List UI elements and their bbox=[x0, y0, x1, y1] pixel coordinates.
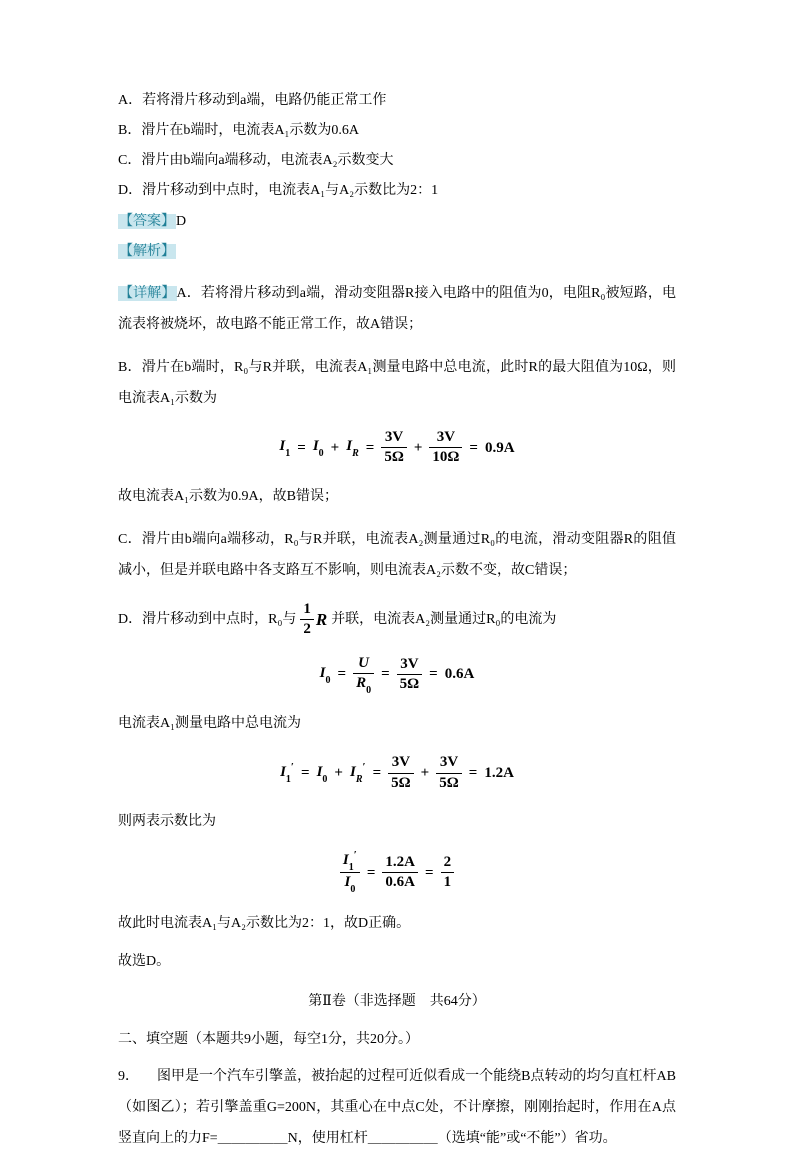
result-value: 0.6A bbox=[444, 666, 475, 683]
equals-sign: = bbox=[297, 439, 306, 456]
conclusion-line: 故选D。 bbox=[118, 953, 171, 969]
fraction-3v-5ohm: $\frac{3V}{5\Omega}$ bbox=[381, 429, 407, 467]
equals-sign: = bbox=[337, 666, 347, 683]
equals-sign: = bbox=[468, 764, 478, 781]
detail-label: 【详解】 bbox=[119, 286, 176, 301]
variable-ir-prime: $I_R'$ bbox=[349, 760, 366, 785]
formula-i0-current bbox=[118, 655, 676, 695]
detail-after-f4: 故此时电流表A₁与A₂示数比为2：1，故D正确。 bbox=[118, 915, 411, 931]
plus-sign: + bbox=[334, 764, 343, 781]
formula-ratio bbox=[118, 848, 676, 896]
inline-fraction-half-r bbox=[300, 600, 327, 640]
variable-i1: $I_1$ bbox=[279, 438, 291, 460]
plus-sign: + bbox=[413, 439, 423, 456]
detail-paragraph-d bbox=[118, 600, 676, 640]
question-9 bbox=[118, 1061, 676, 1154]
answer-line bbox=[118, 207, 676, 236]
fraction-3v-5ohm: $\frac{3V}{5\Omega}$ bbox=[397, 656, 423, 694]
fraction-u-r0: $\frac{U}{R_0}$ bbox=[353, 655, 374, 695]
detail-paragraph-c: C．滑片由b端向a端移动，R₀与R并联，电流表A₂测量通过R₀的电流，滑动变阻器R的阻值减小，但是并联电路中各支路互不影响，则电流表A₂示数不变，故C错误； bbox=[118, 531, 676, 578]
detail-between-f2-f3: 电流表A₁测量电路中总电流为 bbox=[118, 716, 301, 732]
question-9-number: 9． bbox=[118, 1068, 140, 1084]
question-9-text: 图甲是一个汽车引擎盖，被抬起的过程可近似看成一个能绕B点转动的均匀直杠杆AB（如图乙）；若引擎盖重G=200N，其重心在中点C处，不计摩擦，刚刚抬起时，作用在A点竖直向上的力F=＿＿＿＿＿N，使用杠杆＿＿＿＿＿（选填“能”或“不能”）省功。 bbox=[118, 1068, 676, 1146]
fill-in-blank-heading: 二、填空题（本题共9小题，每空1分，共20分。） bbox=[118, 1031, 419, 1047]
equals-sign: = bbox=[365, 439, 375, 456]
fraction-one-half: $\frac{1}{2}$ bbox=[300, 601, 314, 639]
equals-sign: = bbox=[301, 764, 310, 781]
result-value: 1.2A bbox=[484, 764, 514, 781]
detail-text-d-before: D．滑片移动到中点时，R₀与 bbox=[118, 611, 297, 627]
detail-text-a: A．若将滑片移动到a端，滑动变阻器R接入电路中的阻值为0，电阻R₀被短路，电流表将被烧坏，故电路不能正常工作，故A错误； bbox=[118, 286, 676, 332]
option-d: D．滑片移动到中点时，电流表A₁与A₂示数比为2：1 bbox=[118, 183, 439, 198]
fraction-3v-5ohm: $\frac{3V}{5\Omega}$ bbox=[436, 754, 462, 792]
variable-i0: $I_0$ bbox=[319, 665, 331, 687]
variable-i0: $I_0$ bbox=[316, 763, 328, 785]
option-b: B．滑片在b端时，电流表A₁示数为0.6A bbox=[118, 123, 359, 138]
analysis-label: 【解析】 bbox=[119, 244, 175, 259]
equals-sign: = bbox=[381, 666, 390, 683]
result-value: 0.9A bbox=[484, 439, 515, 456]
variable-ir: $I_R$ bbox=[346, 438, 359, 460]
fraction-12a-06a: $\frac{1.2A}{0.6A}$ bbox=[382, 854, 418, 892]
equals-sign: = bbox=[425, 864, 434, 881]
detail-between-f3-f4: 则两表示数比为 bbox=[118, 813, 216, 829]
equals-sign: = bbox=[469, 439, 478, 456]
detail-after-f1: 故电流表A₁示数为0.9A，故B错误； bbox=[118, 488, 338, 504]
fraction-3v-10ohm: $\frac{3V}{10\Omega}$ bbox=[429, 429, 462, 467]
equals-sign: = bbox=[429, 666, 438, 683]
section-2-title: 第Ⅱ卷（非选择题 共64分） bbox=[308, 993, 486, 1009]
formula-total-current-d bbox=[118, 754, 676, 792]
option-c: C．滑片由b端向a端移动，电流表A₂示数变大 bbox=[118, 153, 394, 168]
fraction-i1prime-i0: $\frac{I_1'}{I_0}$ bbox=[340, 852, 360, 894]
equals-sign: = bbox=[372, 764, 382, 781]
variable-i0: $I_0$ bbox=[312, 438, 324, 460]
equals-sign: = bbox=[366, 864, 376, 881]
variable-i1-prime: $I_1'$ bbox=[280, 760, 295, 785]
plus-sign: + bbox=[420, 764, 430, 781]
fraction-2-1: $\frac{2}{1}$ bbox=[441, 854, 455, 892]
fraction-3v-5ohm: $\frac{3V}{5\Omega}$ bbox=[388, 754, 414, 792]
option-a: A．若将滑片移动到a端，电路仍能正常工作 bbox=[118, 93, 387, 108]
formula-total-current-b bbox=[118, 429, 676, 467]
answer-value: D bbox=[176, 214, 187, 229]
answer-label: 【答案】 bbox=[119, 214, 175, 229]
variable-r: R bbox=[315, 609, 328, 629]
plus-sign: + bbox=[330, 439, 340, 456]
detail-paragraph-a bbox=[118, 278, 676, 340]
detail-text-d-after: 并联，电流表A₂测量通过R₀的电流为 bbox=[331, 611, 557, 627]
detail-paragraph-b: B．滑片在b端时，R₀与R并联，电流表A₁测量电路中总电流，此时R的最大阻值为10Ω，则电流表A₁示数为 bbox=[118, 360, 676, 406]
analysis-line bbox=[118, 237, 676, 266]
